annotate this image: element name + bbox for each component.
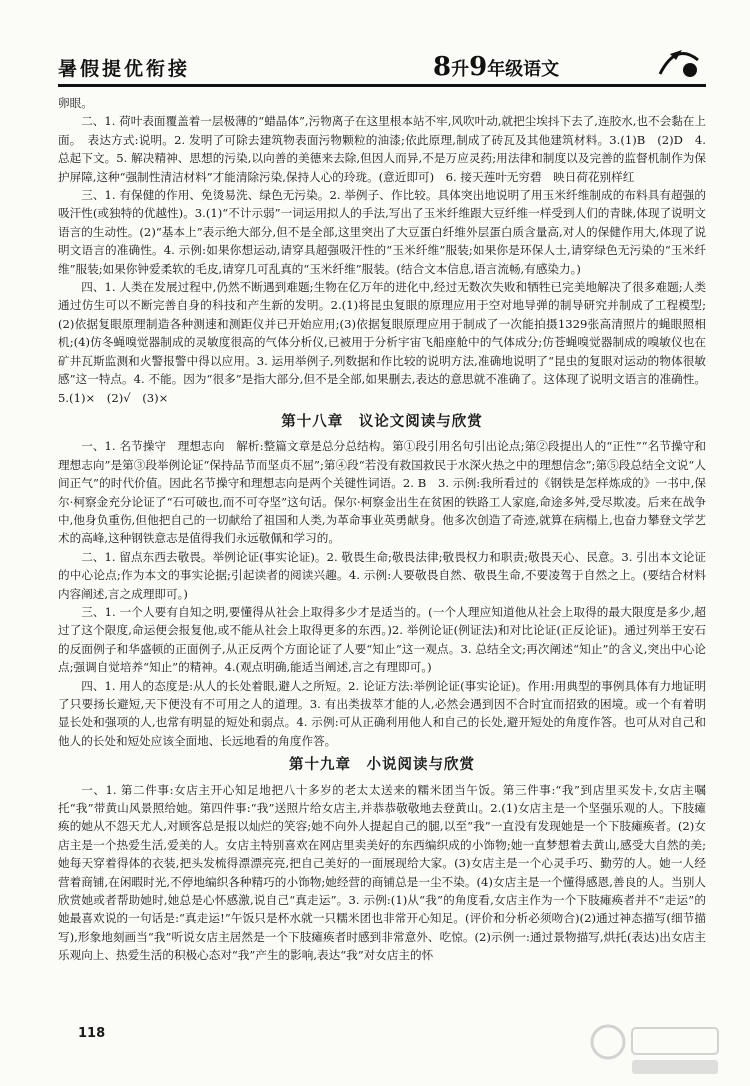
answer-paragraph: 二、1. 荷叶表面覆盖着一层极薄的“蜡晶体”,污物离子在这里根本站不牢,风吹叶动,就把尘埃抖下去了,连胶水,也不会黏在上面。 表达方式:说明。2. 发明了可除去建筑物表面污物颗粒的油漆;依此原理,制成了砖瓦及其他建筑材料。3.(1)B (2)D 4. 总起下文。5. 解决精神、思想的污染,以向善的美德来去除,但因人而异,不是万应灵药;用法律和制度以及完善的监督机制作为保护屏障,这种“强制性清洁材料”才能清除污染,保持人心的玲珑。(意近即可) 6. 接天莲叶无穷碧 映日荷花别样红 bbox=[58, 114, 706, 184]
chapter-heading: 第十九章 小说阅读与欣赏 bbox=[289, 757, 475, 774]
answer-paragraph: 四、1. 人类在发展过程中,仍然不断遇到难题;生物在亿万年的进化中,经过无数次失败和牺牲已完美地解决了很多难题;人类通过仿生可以不断完善自身的科技和产生新的发明。2.(1)将昆虫复眼的原理应用于空对地导弹的制导研究并制成了工程模型;(2)依据复眼原理制造各种测速和测距仪并已开始应用;(3)依据复眼原理应用于制成了一次能拍摄1329张高清照片的蝇眼照相机;(4)仿冬蝇嗅觉器制成的灵敏度很高的气体分析仪,已被用于分析宇宙飞船座舱中的气体成分;仿苍蝇嗅觉器制成的嗅敏仪也在矿井瓦斯监测和火警报警中得以应用。3. 运用举例子,列数据和作比较的说明方法,准确地说明了“昆虫的复眼对运动的物体很敏感”这一特点。4. 不能。因为“很多”是指大部分,但不是全部,如果删去,表达的意思就不准确了。这体现了说明文语言的准确性。5.(1)× (2)√ (3)× bbox=[58, 280, 706, 405]
answer-paragraph: 卵眼。 bbox=[58, 96, 93, 110]
page-header bbox=[58, 52, 706, 87]
book-brand: 暑假提优衔接 bbox=[58, 58, 191, 80]
grade-title: 8升9年级语文 bbox=[433, 52, 560, 82]
publisher-logo-icon bbox=[656, 40, 702, 80]
answer-paragraph: 一、1. 名节操守 理想志向 解析:整篇文章是总分总结构。第①段引用名句引出论点;第②段提出人的“正性”“名节操守和理想志向”是第③段举例论证“保持品节而坚贞不屈”;第④段“若没有救国救民于水深火热之中的理想信念”;第⑤段总结全文说“人间正气”的时代价值。因此名节操守和理想志向是两个关键性词语。2. B 3. 示例:我所看过的《钢铁是怎样炼成的》一书中,保尔·柯察金充分论证了“石可破也,而不可夺坚”这句话。保尔·柯察金出生在贫困的铁路工人家庭,命途多舛,受尽欺凌。后来在战争中,他身负重伤,但他把自己的一切献给了祖国和人类,为革命事业英勇献身。他多次创造了奇迹,就算在病榻上,也奋力攀登文学艺术的高峰,这种钢铁意志是值得我们永远敬佩和学习的。 bbox=[58, 439, 706, 546]
answer-paragraph: 四、1. 用人的态度是:从人的长处着眼,避人之所短。2. 论证方法:举例论证(事实论证)。作用:用典型的事例具体有力地证明了只要扬长避短,天下便没有不可用之人的道理。3. 有出类拔萃才能的人,必然会遇到因不合时宜而招致的困境。或一个有着明显长处和强项的人,也常有明显的短处和弱点。4. 示例:可从正确利用他人和自己的长处,避开短处的角度作答。也可从对自己和他人的长处和短处应该全面地、长远地看的角度作答。 bbox=[58, 678, 706, 748]
chapter-heading: 第十八章 议论文阅读与欣赏 bbox=[281, 413, 483, 430]
answer-paragraph: 二、1. 留点东西去敬畏。举例论证(事实论证)。2. 敬畏生命;敬畏法律;敬畏权力和职责;敬畏天心、民意。3. 引出本文论证的中心论点;作为本文的事实论据;引起读者的阅读兴趣。4. 示例:人要敬畏自然、敬畏生命,不要凌驾于自然之上。(要结合材料内容阐述,言之成理即可。) bbox=[58, 549, 706, 601]
answer-paragraph: 一、1. 第二件事:女店主开心知足地把八十多岁的老太太送来的糯米团当午饭。第三件事:“我”到店里买发卡,女店主嘱托“我”带黄山风景照给她。第四件事:“我”送照片给女店主,并恭恭敬敬地去登黄山。2.(1)女店主是一个坚强乐观的人。下肢瘫痪的她从不怨天尤人,对顾客总是报以灿烂的笑容;她不向外人提起自己的腿,以至“我”一直没有发现她是一个下肢瘫痪者。(2)女店主是一个热爱生活,爱美的人。女店主特别喜欢在网店里卖美好的东西编织成的小饰物;她一直梦想着去黄山,感受大自然的美;她每天穿着得体的衣装,把头发梳得漂漂亮亮,把自己美好的一面展现给大家。(3)女店主是一个心灵手巧、勤劳的人。她一人经营着商铺,在闲暇时光,不停地编织各种精巧的小饰物;她经营的商铺总是一尘不染。(4)女店主是一个懂得感恩,善良的人。当别人欣赏她或者帮助她时,她总是心怀感激,说自己“真走运”。3. 示例:(1)从“我”的角度看,女店主作为一个下肢瘫痪者并不“走运”的她最喜欢说的一句话是:“真走运!”午饭只是杯水就一只糯米团也非常开心知足。(评价和分析必须吻合)(2)通过神态描写(细节描写),形象地刻画当“我”听说女店主居然是一个下肢瘫痪者时感到非常意外、吃惊。(2)示例一:通过景物描写,烘托(表达)出女店主乐观向上、热爱生活的积极心态对“我”产生的影响,表达“我”对女店主的怀 bbox=[58, 782, 706, 963]
page-number: 118 bbox=[78, 1026, 106, 1041]
answer-paragraph: 三、1. 一个人要有自知之明,要懂得从社会上取得多少才是适当的。(一个人理应知道他从社会上取得的最大限度是多少,超过了这个限度,命运便会报复他,或不能从社会上取得更多的东西。)2. 举例论证(例证法)和对比论证(正反论证)。通过列举王安石的反面例子和华盛顿的正面例子,从正反两个方面论证了人要“知止”这一观点。3. 总结全文;再次阐述“知止”的含义,突出中心论点;强调自觉培养“知止”的精神。4.(观点明确,能适当阐述,言之有理即可。) bbox=[58, 604, 706, 675]
answer-paragraph: 三、1. 有保健的作用、免烫易洗、绿色无污染。2. 举例子、作比较。具体突出地说明了用玉米纤维制成的布料具有超强的吸汗性(或独特的优越性)。3.(1)“不计示弱”一词运用拟人的手法,写出了玉米纤维跟大豆纤维一样受到人们的青睐,体现了说明文语言的生动性。(2)“基本上”表示绝大部分,但不是全部,这里突出了大豆蛋白纤维外层蛋白质含量高,对人的保健作用大,体现了说明文语言的准确性。4. 示例:如果你想运动,请穿具超强吸汗性的“玉米纤维”服装;如果你是环保人士,请穿绿色无污染的“玉米纤维”服装;如果你钟爱柔软的毛皮,请穿几可乱真的“玉米纤维”服装。(结合文本信息,语言流畅,有感染力。) bbox=[58, 188, 706, 276]
answer-text-body bbox=[58, 94, 706, 965]
watermark-logo-icon bbox=[586, 1016, 726, 1080]
